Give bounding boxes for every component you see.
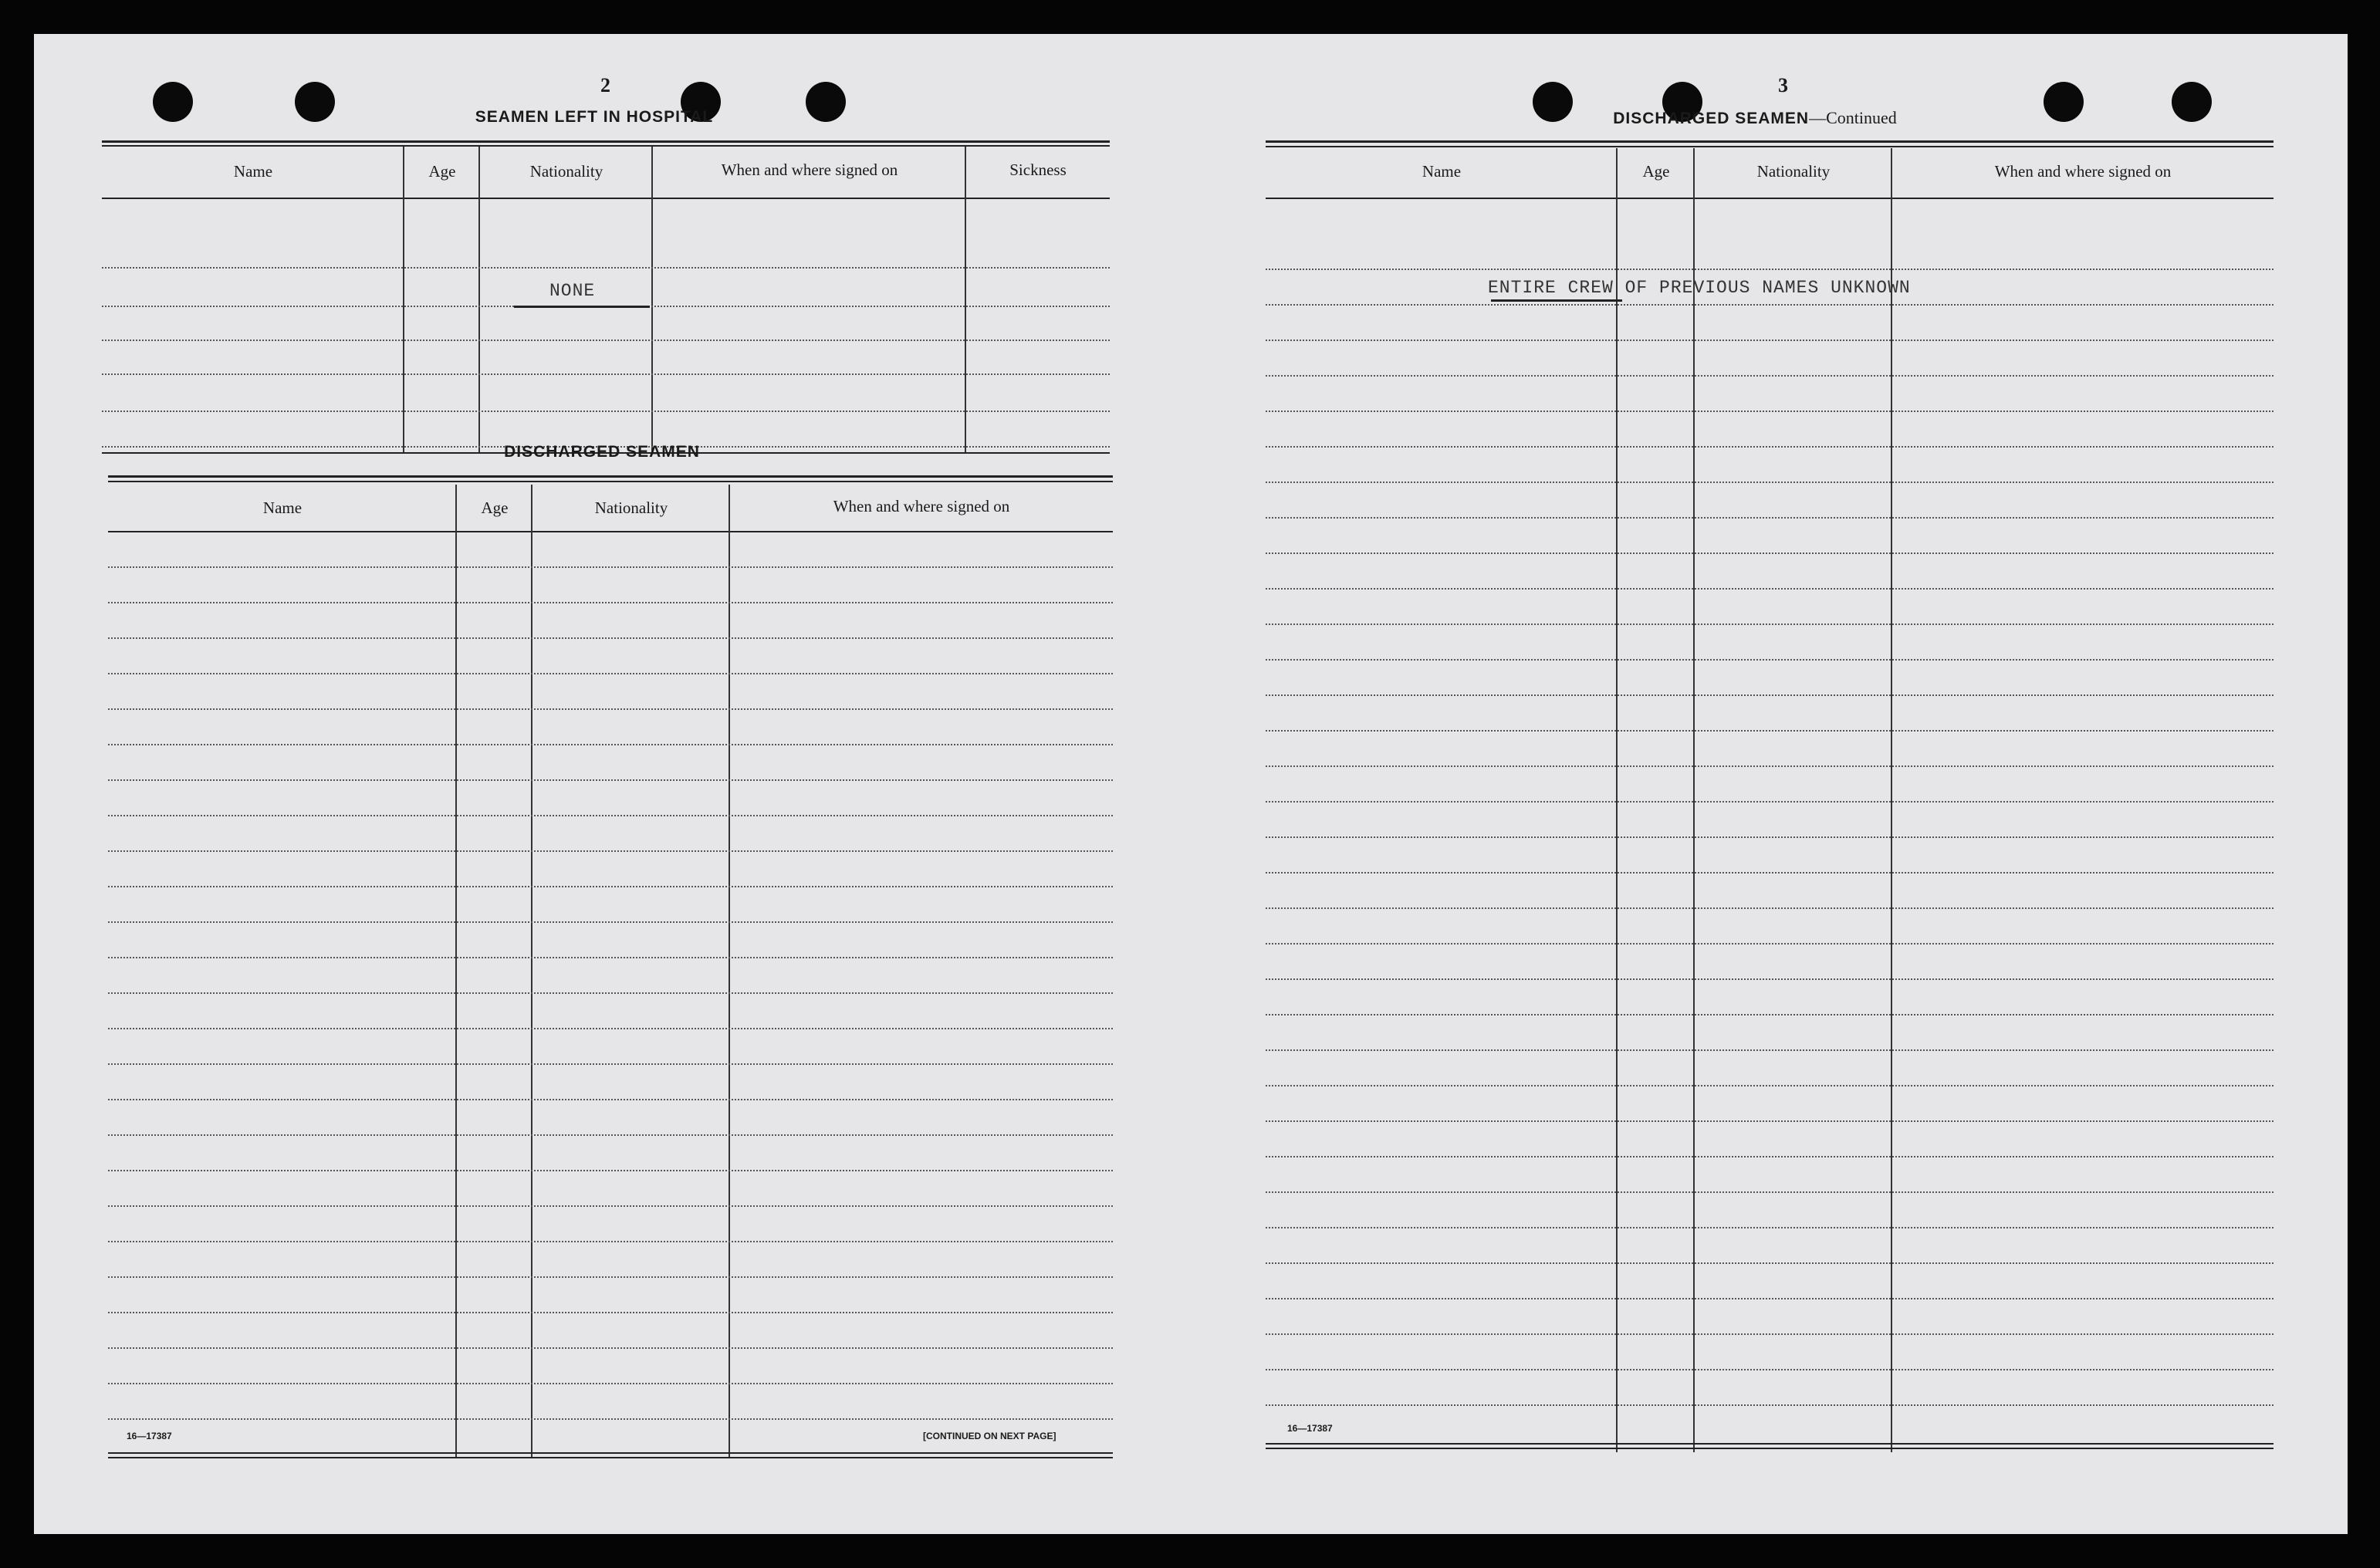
page-number: 2 xyxy=(600,74,610,96)
underline-mark xyxy=(514,306,650,308)
column-header-name: Name xyxy=(1422,162,1462,181)
column-header-age: Age xyxy=(1642,162,1670,181)
column-header-nationality: Nationality xyxy=(529,162,603,181)
column-header-nationality: Nationality xyxy=(1756,162,1831,181)
column-header-signed-on: When and where signed on xyxy=(1994,162,2172,181)
column-header-signed-on: When and where signed on xyxy=(721,161,898,179)
title-main: DISCHARGED SEAMEN xyxy=(1613,110,1810,127)
typed-entry-crew-unknown: ENTIRE CREW OF PREVIOUS NAMES UNKNOWN xyxy=(1488,278,1911,298)
punch-hole xyxy=(295,82,335,122)
column-header-name: Name xyxy=(233,162,273,181)
column-header-age: Age xyxy=(428,162,456,181)
punch-hole xyxy=(2044,82,2084,122)
document-scan xyxy=(34,34,2348,1534)
hospital-table xyxy=(102,140,1110,457)
title-suffix: —Continued xyxy=(1809,108,1897,127)
discharged-table xyxy=(108,475,1113,1457)
punch-hole xyxy=(153,82,193,122)
section-title-discharged: DISCHARGED SEAMEN xyxy=(504,443,700,461)
punch-hole xyxy=(2172,82,2212,122)
section-title-discharged-continued xyxy=(1585,108,1925,128)
section-title-hospital: SEAMEN LEFT IN HOSPITAL xyxy=(475,108,714,126)
column-header-nationality: Nationality xyxy=(594,498,668,517)
column-header-age: Age xyxy=(481,498,509,517)
underline-mark xyxy=(1491,299,1622,302)
page-number: 3 xyxy=(1778,74,1788,96)
form-number: 16—17387 xyxy=(1287,1423,1333,1434)
continued-note: [CONTINUED ON NEXT PAGE] xyxy=(923,1431,1056,1441)
column-header-name: Name xyxy=(262,498,303,517)
column-header-sickness: Sickness xyxy=(1009,161,1067,179)
punch-hole xyxy=(806,82,846,122)
column-header-signed-on: When and where signed on xyxy=(833,497,1010,515)
punch-hole xyxy=(1533,82,1573,122)
discharged-continued-table xyxy=(1266,140,2274,1452)
typed-entry-none: NONE xyxy=(549,281,596,301)
form-number: 16—17387 xyxy=(127,1431,172,1441)
